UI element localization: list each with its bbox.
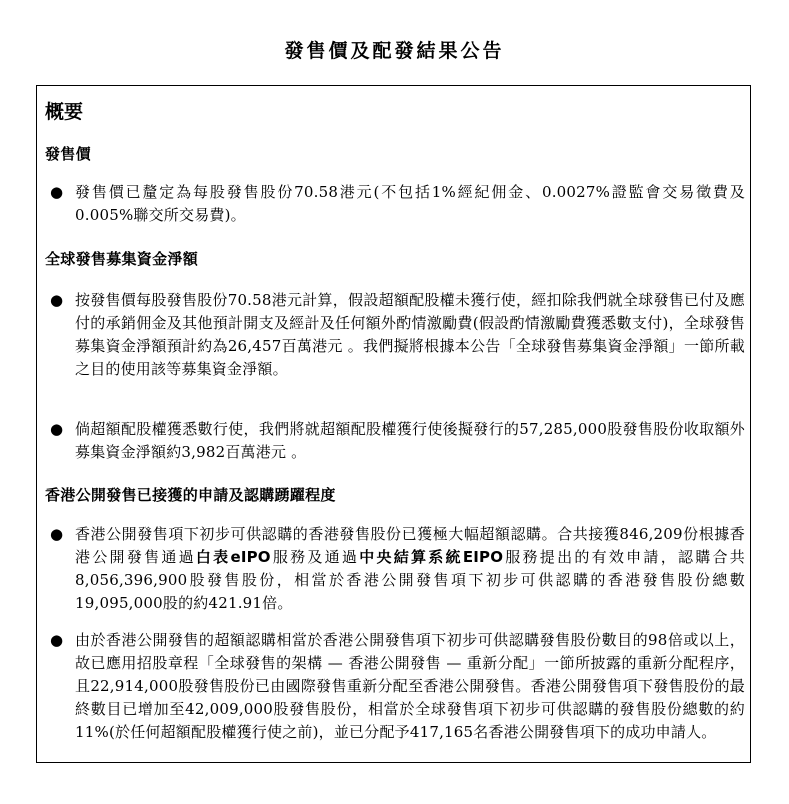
subscription-text-part: 服務提出的有效申請，認購合共8,056,396,900股發售股份，相當於香港公開發售項下初步可供認購的香港發售股份總數19,095,000股的約421.91倍。 — [75, 548, 745, 612]
over-allotment-text: 倘超額配股權獲悉數行使，我們將就超額配股權獲行使後擬發行的57,285,000股發售股份收取額外募集資金淨額約3,982百萬港元 。 — [75, 420, 745, 461]
bullet-icon: ● — [50, 525, 64, 543]
white-form-eipo-label: 白表eIPO — [195, 548, 271, 566]
subscription-text — [75, 523, 745, 615]
net-proceeds-text: 按發售價每股發售股份70.58港元計算，假設超額配股權未獲行使，經扣除我們就全球發售已付及應付的承銷佣金及其他預計開支及經計及任何額外酌情激勵費(假設酌情激勵費獲悉數支付)，全球發售募集資金淨額預計約為26,457百萬港元 。我們擬將根據本公告「全球發售募集資金淨額」一節所載之目的使用該等募集資金淨額。 — [75, 291, 745, 378]
hk-offering-heading: 香港公開發售已接獲的申請及認購踴躍程度 — [45, 486, 336, 504]
summary-heading: 概要 — [45, 101, 84, 123]
reallocation-bullet — [45, 629, 745, 744]
bullet-icon: ● — [50, 291, 64, 309]
ccass-eipo-label: 中央結算系統EIPO — [359, 548, 504, 566]
bullet-icon: ● — [50, 420, 64, 438]
net-proceeds-heading: 全球發售募集資金淨額 — [45, 250, 199, 268]
bullet-icon: ● — [50, 631, 64, 649]
offer-price-text: 發售價已釐定為每股發售股份70.58港元(不包括1%經紀佣金、0.0027%證監會交易徵費及0.005%聯交所交易費)。 — [75, 183, 745, 224]
subscription-bullet — [45, 523, 745, 615]
over-allotment-bullet — [45, 418, 745, 464]
subscription-text-part: 服務及通過 — [270, 548, 360, 566]
bullet-icon: ● — [50, 183, 64, 201]
net-proceeds-bullet — [45, 289, 745, 381]
offer-price-heading: 發售價 — [45, 145, 91, 163]
offer-price-bullet — [45, 181, 745, 227]
reallocation-text: 由於香港公開發售的超額認購相當於香港公開發售項下初步可供認購發售股份數目的98倍或以上，故已應用招股章程「全球發售的架構 — 香港公開發售 — 重新分配」一節所披露的重新分配程序，且22,914,000股發售股份已由國際發售重新分配至香港公開發售。香港公開發售項下發售股份的最終數目已增加至42,009,000股發售股份，相當於全球發售項下初步可供認購的發售股份總數的約11%(於任何超額配股權獲行使之前)，並已分配予417,165名香港公開發售項下的成功申請人。 — [75, 631, 745, 741]
document-title: 發售價及配發結果公告 — [284, 40, 505, 62]
subscription-text-part: 香港公開發售項下初步可供認購的香港發售股份已獲極大幅超額認購。合共接獲846,209份根據香港公開發售通過 — [75, 525, 745, 566]
